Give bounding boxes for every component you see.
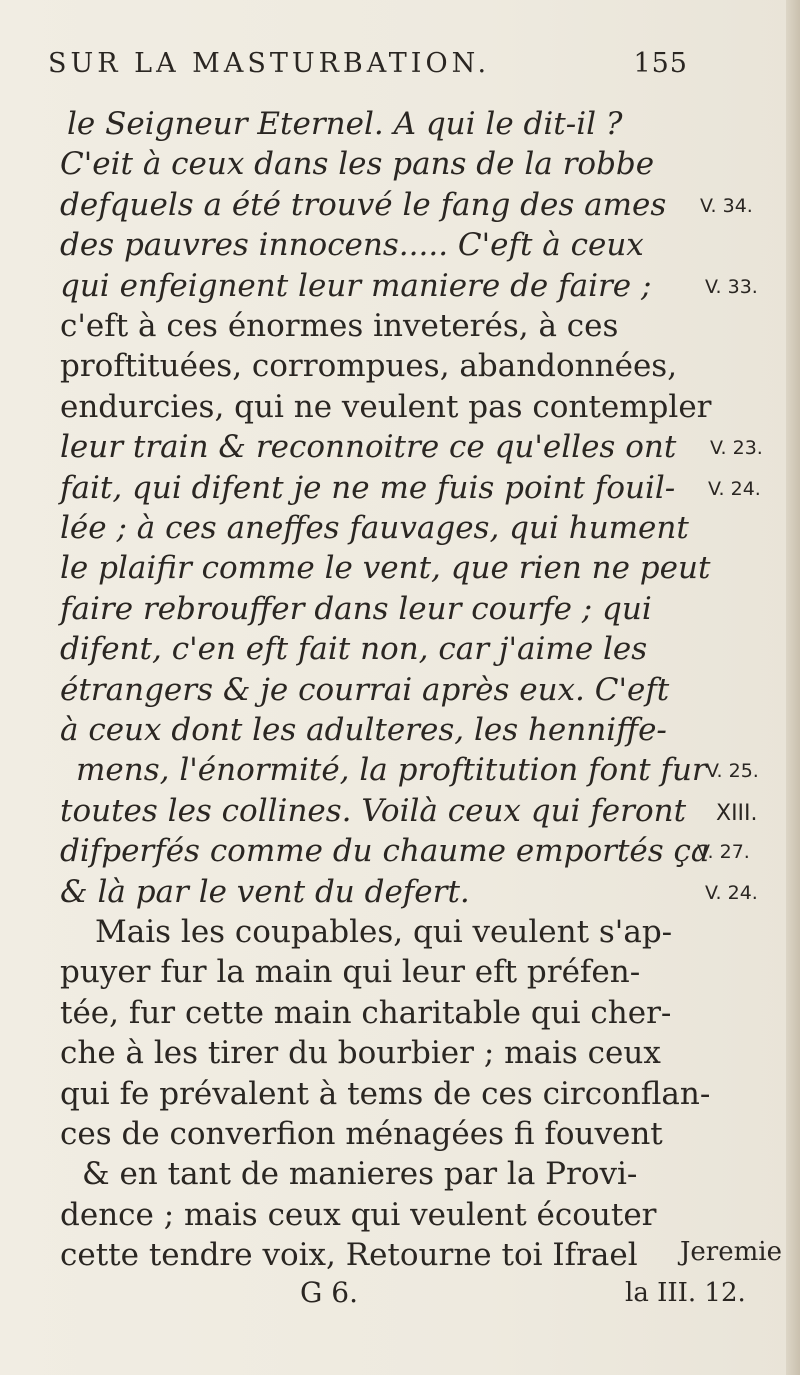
text-line: dence ; mais ceux qui veulent écouter xyxy=(60,1196,657,1233)
running-header xyxy=(48,48,688,79)
text-line: fait, qui difent je ne me fuis point fouil- xyxy=(60,469,676,506)
margin-note: V. 25. xyxy=(706,760,759,783)
text-line: qui fe prévalent à tems de ces circonflan- xyxy=(60,1075,711,1112)
margin-note: V. 23. xyxy=(710,437,763,460)
text-line: & là par le vent du defert. xyxy=(60,873,470,910)
text-line: qui enfeignent leur maniere de faire ; xyxy=(60,267,652,304)
text-line: le Seigneur Eternel. A qui le dit-il ? xyxy=(67,106,623,142)
margin-note: V. 34. xyxy=(700,194,753,217)
page-edge xyxy=(786,0,800,1375)
margin-note: V. 24. xyxy=(705,881,758,904)
text-line: ces de converfion ménagées fi fouvent xyxy=(60,1116,663,1152)
text-line: toutes les collines. Voilà ceux qui feront xyxy=(60,792,687,829)
text-line: endurcies, qui ne veulent pas contempler xyxy=(60,388,712,425)
text-line: lée ; à ces aneffes fauvages, qui hument xyxy=(60,510,689,546)
text-line: mens, l'énormité, la proftitution font fur xyxy=(76,752,707,789)
text-line: difent, c'en eft fait non, car j'aime les xyxy=(60,631,648,668)
text-line: des pauvres innocens..... C'eft à ceux xyxy=(60,227,644,264)
text-line: C'eit à ceux dans les pans de la robbe xyxy=(60,146,655,183)
text-line: defquels a été trouvé le fang des ames xyxy=(60,186,667,223)
text-line: à ceux dont les adulteres, les henniffe- xyxy=(60,712,667,748)
text-line: étrangers & je courrai après eux. C'eft xyxy=(60,671,670,708)
margin-note: V. 27. xyxy=(697,841,750,864)
text-line: cette tendre voix, Retourne toi Ifrael xyxy=(60,1237,638,1274)
page-number: 155 xyxy=(633,48,688,79)
signature-mark: G 6. xyxy=(300,1275,358,1309)
margin-note: Jeremie xyxy=(680,1237,782,1268)
text-line: che à les tirer du bourbier ; mais ceux xyxy=(60,1035,661,1072)
margin-note: V. 24. xyxy=(708,477,761,500)
text-line: difperfés comme du chaume emportés ça xyxy=(60,833,710,870)
text-line: puyer fur la main qui leur eft préfen- xyxy=(60,954,641,991)
margin-note: XIII. xyxy=(716,800,758,826)
margin-note: la III. 12. xyxy=(625,1277,746,1308)
text-line: proftituées, corrompues, abandonnées, xyxy=(60,348,678,385)
text-line: le plaifir comme le vent, que rien ne peut xyxy=(60,550,711,587)
header-title: SUR LA MASTURBATION. xyxy=(48,48,491,79)
text-line: c'eft à ces énormes inveterés, à ces xyxy=(60,308,619,344)
margin-note: V. 33. xyxy=(705,275,758,298)
text-line: leur train & reconnoitre ce qu'elles ont xyxy=(60,429,677,466)
text-line: & en tant de manieres par la Provi- xyxy=(82,1156,638,1193)
text-line: Mais les coupables, qui veulent s'ap- xyxy=(95,914,673,950)
text-line: faire rebrouffer dans leur courfe ; qui xyxy=(60,590,652,627)
text-line: tée, fur cette main charitable qui cher- xyxy=(60,994,672,1031)
